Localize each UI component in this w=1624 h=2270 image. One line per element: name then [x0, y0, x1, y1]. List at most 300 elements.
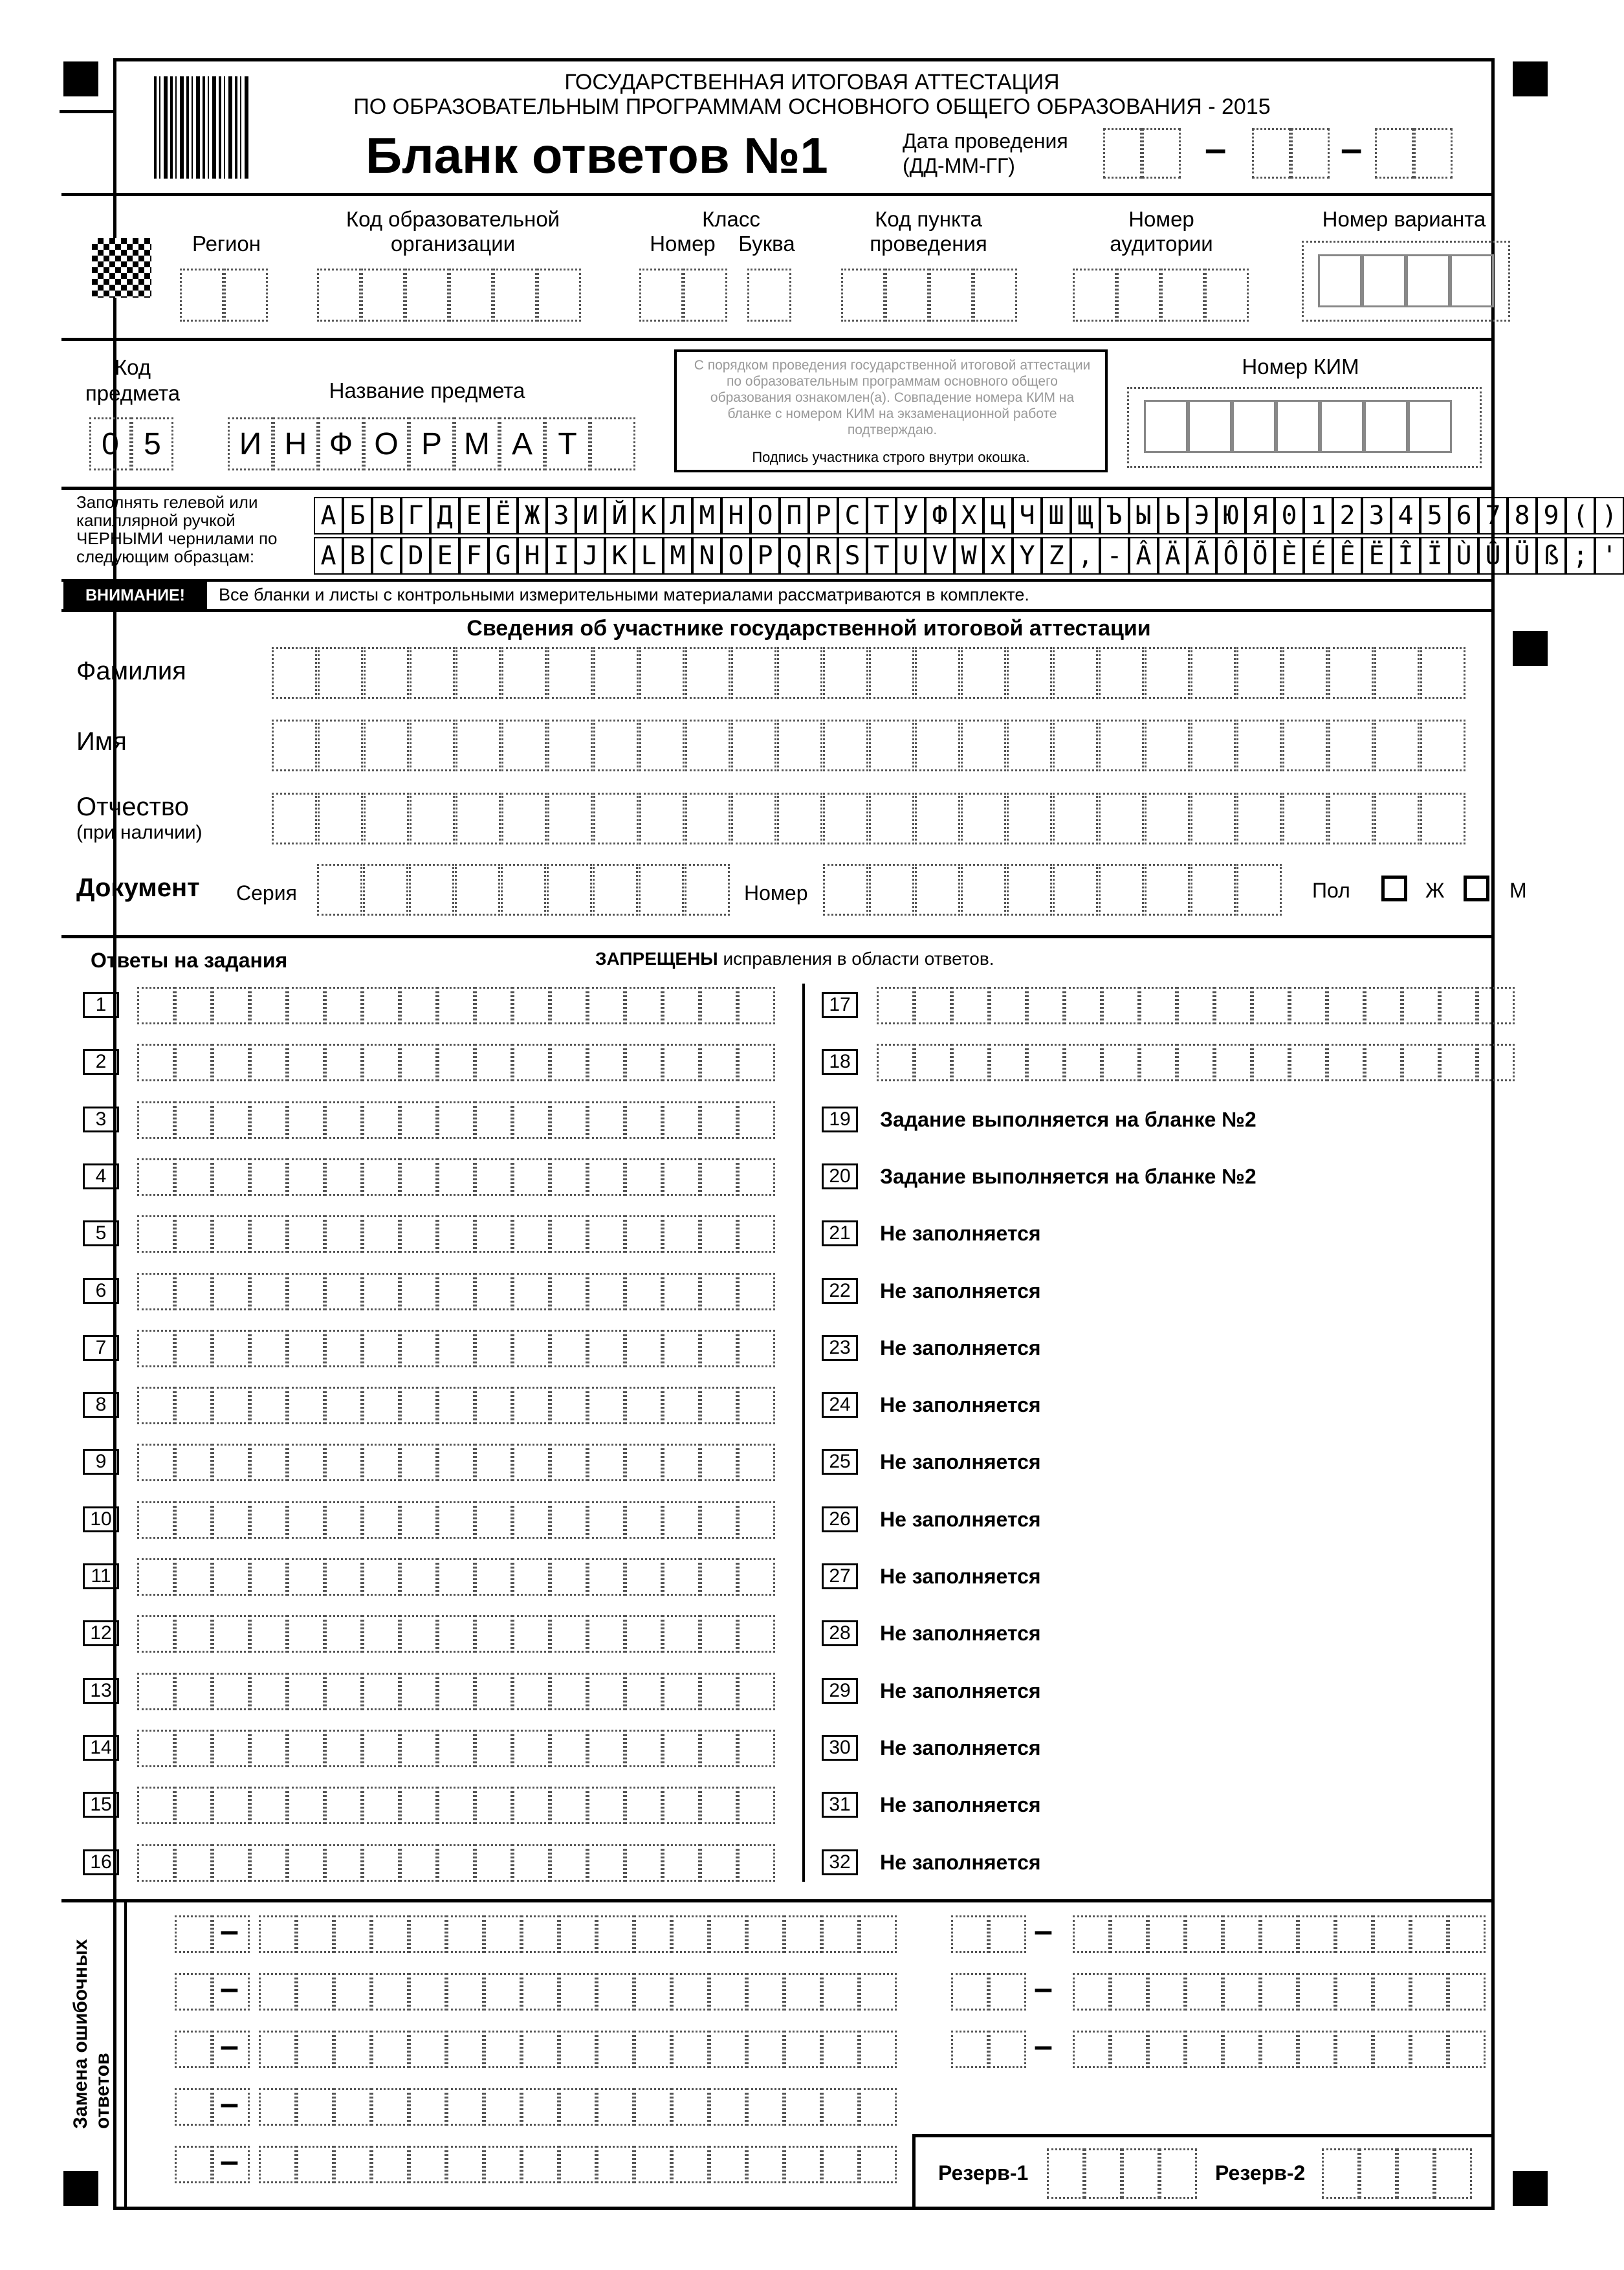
input-cell[interactable]	[663, 1387, 700, 1424]
input-cell[interactable]	[437, 1101, 475, 1139]
input-cell[interactable]	[521, 2031, 559, 2068]
input-cell[interactable]	[400, 1101, 437, 1139]
input-cell[interactable]	[587, 1615, 625, 1653]
input-cell[interactable]	[212, 1787, 250, 1824]
input-cell[interactable]	[625, 1730, 663, 1767]
input-cell[interactable]	[371, 2088, 409, 2126]
answer-boxes[interactable]	[137, 1387, 775, 1424]
input-cell[interactable]	[747, 2146, 784, 2183]
input-cell[interactable]	[731, 647, 776, 699]
input-cell[interactable]	[512, 987, 550, 1024]
input-cell[interactable]	[259, 1973, 296, 2011]
input-cell[interactable]	[446, 1973, 484, 2011]
input-cell[interactable]	[512, 1673, 550, 1710]
input-cell[interactable]	[822, 2088, 859, 2126]
class-letter-box[interactable]	[747, 269, 791, 322]
reserve-2-boxes[interactable]	[1322, 2148, 1472, 2199]
input-cell[interactable]	[593, 647, 639, 699]
input-cell[interactable]	[250, 1730, 287, 1767]
input-cell[interactable]	[1139, 987, 1177, 1024]
input-cell[interactable]	[550, 1330, 587, 1367]
input-cell[interactable]	[700, 1730, 738, 1767]
input-cell[interactable]	[663, 1615, 700, 1653]
input-cell[interactable]	[663, 1501, 700, 1539]
input-cell[interactable]	[1073, 2031, 1110, 2068]
input-cell[interactable]	[1260, 1915, 1298, 1953]
input-cell[interactable]	[625, 1044, 663, 1081]
input-cell[interactable]	[287, 1501, 325, 1539]
input-cell[interactable]	[400, 1558, 437, 1596]
input-cell[interactable]	[550, 1558, 587, 1596]
input-cell[interactable]	[137, 1158, 175, 1196]
input-cell[interactable]	[989, 1915, 1026, 1953]
input-cell[interactable]	[859, 2146, 897, 2183]
input-cell[interactable]	[512, 1558, 550, 1596]
replace-answer-boxes[interactable]	[259, 1915, 897, 1953]
input-cell[interactable]	[700, 1215, 738, 1253]
input-cell[interactable]	[287, 1044, 325, 1081]
input-cell[interactable]	[587, 1844, 625, 1882]
input-cell[interactable]	[859, 1973, 897, 2011]
input-cell[interactable]	[961, 720, 1006, 771]
input-cell[interactable]	[822, 1915, 859, 1953]
input-cell[interactable]	[409, 2146, 446, 2183]
input-cell[interactable]	[175, 1273, 212, 1310]
input-cell[interactable]	[446, 1915, 484, 1953]
input-cell[interactable]	[593, 864, 638, 916]
input-cell[interactable]	[663, 1044, 700, 1081]
input-cell[interactable]	[363, 864, 408, 916]
input-cell[interactable]	[700, 1673, 738, 1710]
replace-task-number-boxes[interactable]	[951, 1915, 1026, 1953]
input-cell[interactable]	[1327, 1044, 1365, 1081]
input-cell[interactable]	[738, 987, 775, 1024]
input-cell[interactable]	[1420, 720, 1465, 771]
input-cell[interactable]	[446, 2031, 484, 2068]
document-series-boxes[interactable]	[317, 864, 730, 916]
input-cell[interactable]	[1007, 720, 1052, 771]
input-cell[interactable]	[1191, 793, 1236, 844]
input-cell[interactable]	[1260, 1973, 1298, 2011]
input-cell[interactable]	[951, 1973, 989, 2011]
input-cell[interactable]	[287, 1615, 325, 1653]
input-cell[interactable]	[587, 1444, 625, 1481]
answer-boxes[interactable]	[137, 1615, 775, 1653]
input-cell[interactable]	[287, 1844, 325, 1882]
input-cell[interactable]	[777, 647, 822, 699]
input-cell[interactable]	[731, 720, 776, 771]
input-cell[interactable]	[550, 1615, 587, 1653]
input-cell[interactable]	[250, 1558, 287, 1596]
input-cell[interactable]	[512, 1730, 550, 1767]
input-cell[interactable]	[410, 720, 455, 771]
input-cell[interactable]	[400, 1215, 437, 1253]
input-cell[interactable]	[409, 2031, 446, 2068]
input-cell[interactable]	[738, 1844, 775, 1882]
input-cell[interactable]	[550, 1787, 587, 1824]
input-cell[interactable]	[409, 1973, 446, 2011]
input-cell[interactable]	[475, 1444, 512, 1481]
input-cell[interactable]	[287, 1387, 325, 1424]
input-cell[interactable]	[455, 647, 501, 699]
input-cell[interactable]	[400, 1273, 437, 1310]
replace-answer-boxes[interactable]	[259, 1973, 897, 2011]
input-cell[interactable]	[685, 864, 730, 916]
input-cell[interactable]	[521, 2088, 559, 2126]
input-cell[interactable]	[663, 1158, 700, 1196]
input-cell[interactable]	[400, 1615, 437, 1653]
input-cell[interactable]	[325, 1787, 362, 1824]
input-cell[interactable]	[512, 1273, 550, 1310]
input-cell[interactable]	[587, 1673, 625, 1710]
input-cell[interactable]	[663, 1101, 700, 1139]
input-cell[interactable]	[550, 1044, 587, 1081]
input-cell[interactable]	[625, 1387, 663, 1424]
input-cell[interactable]	[663, 1558, 700, 1596]
input-cell[interactable]	[137, 1330, 175, 1367]
input-cell[interactable]	[475, 1673, 512, 1710]
replace-task-number-boxes[interactable]	[951, 2031, 1026, 2068]
input-cell[interactable]	[250, 1444, 287, 1481]
input-cell[interactable]	[1298, 2031, 1335, 2068]
input-cell[interactable]	[1053, 864, 1098, 916]
answer-boxes[interactable]	[137, 1101, 775, 1139]
input-cell[interactable]	[914, 987, 952, 1024]
input-cell[interactable]	[1191, 720, 1236, 771]
input-cell[interactable]	[1282, 647, 1328, 699]
input-cell[interactable]	[137, 1730, 175, 1767]
input-cell[interactable]	[212, 1158, 250, 1196]
input-cell[interactable]	[400, 1444, 437, 1481]
input-cell[interactable]	[475, 1330, 512, 1367]
input-cell[interactable]	[915, 793, 960, 844]
input-cell[interactable]	[287, 987, 325, 1024]
input-cell[interactable]	[700, 1844, 738, 1882]
input-cell[interactable]	[175, 1330, 212, 1367]
input-cell[interactable]	[371, 2031, 409, 2068]
input-cell[interactable]	[446, 2088, 484, 2126]
input-cell[interactable]	[175, 2088, 212, 2126]
input-cell[interactable]	[287, 1444, 325, 1481]
input-cell[interactable]	[1110, 1915, 1148, 1953]
input-cell[interactable]	[1373, 2031, 1410, 2068]
input-cell[interactable]	[709, 2088, 747, 2126]
input-cell[interactable]	[501, 864, 546, 916]
input-cell[interactable]	[250, 1787, 287, 1824]
input-cell[interactable]	[1236, 647, 1282, 699]
input-cell[interactable]	[437, 1330, 475, 1367]
input-cell[interactable]	[700, 1787, 738, 1824]
input-cell[interactable]	[175, 1044, 212, 1081]
input-cell[interactable]	[1185, 2031, 1223, 2068]
input-cell[interactable]	[587, 1730, 625, 1767]
input-cell[interactable]	[1440, 987, 1477, 1024]
input-cell[interactable]	[738, 1387, 775, 1424]
input-cell[interactable]	[1073, 1915, 1110, 1953]
input-cell[interactable]	[625, 1673, 663, 1710]
input-cell[interactable]	[672, 1915, 709, 1953]
input-cell[interactable]	[250, 1387, 287, 1424]
input-cell[interactable]	[400, 1044, 437, 1081]
input-cell[interactable]	[547, 864, 592, 916]
input-cell[interactable]	[587, 1501, 625, 1539]
region-boxes[interactable]	[180, 269, 268, 322]
input-cell[interactable]	[663, 1215, 700, 1253]
input-cell[interactable]	[362, 1387, 400, 1424]
input-cell[interactable]	[175, 1973, 212, 2011]
input-cell[interactable]	[475, 1215, 512, 1253]
input-cell[interactable]	[317, 864, 362, 916]
input-cell[interactable]	[663, 1330, 700, 1367]
input-cell[interactable]	[738, 1330, 775, 1367]
input-cell[interactable]	[175, 2146, 212, 2183]
input-cell[interactable]	[587, 1101, 625, 1139]
input-cell[interactable]	[784, 1973, 822, 2011]
input-cell[interactable]	[371, 1915, 409, 1953]
input-cell[interactable]	[547, 793, 593, 844]
input-cell[interactable]	[1223, 1973, 1260, 2011]
input-cell[interactable]	[625, 1101, 663, 1139]
input-cell[interactable]	[1252, 1044, 1289, 1081]
input-cell[interactable]	[175, 1158, 212, 1196]
input-cell[interactable]	[455, 720, 501, 771]
input-cell[interactable]	[634, 2088, 672, 2126]
input-cell[interactable]	[1145, 864, 1190, 916]
input-cell[interactable]	[437, 1730, 475, 1767]
input-cell[interactable]	[501, 647, 547, 699]
input-cell[interactable]	[175, 1558, 212, 1596]
input-cell[interactable]	[1289, 987, 1327, 1024]
input-cell[interactable]	[634, 1915, 672, 1953]
input-cell[interactable]	[512, 1330, 550, 1367]
input-cell[interactable]	[325, 1730, 362, 1767]
input-cell[interactable]	[501, 793, 547, 844]
input-cell[interactable]	[597, 2088, 634, 2126]
input-cell[interactable]	[1214, 1044, 1252, 1081]
replace-task-number-boxes[interactable]	[951, 1973, 1026, 2011]
input-cell[interactable]	[272, 647, 317, 699]
input-cell[interactable]	[1223, 2031, 1260, 2068]
input-cell[interactable]	[663, 1730, 700, 1767]
input-cell[interactable]	[400, 1158, 437, 1196]
input-cell[interactable]	[700, 1501, 738, 1539]
input-cell[interactable]	[593, 720, 639, 771]
org-code-boxes[interactable]	[317, 269, 581, 322]
input-cell[interactable]	[212, 1101, 250, 1139]
answer-boxes[interactable]	[137, 987, 775, 1024]
input-cell[interactable]	[521, 1915, 559, 1953]
input-cell[interactable]	[212, 1501, 250, 1539]
replace-answer-boxes[interactable]	[1073, 1915, 1486, 1953]
input-cell[interactable]	[914, 1044, 952, 1081]
input-cell[interactable]	[512, 1101, 550, 1139]
input-cell[interactable]	[1102, 987, 1139, 1024]
input-cell[interactable]	[1477, 1044, 1515, 1081]
input-cell[interactable]	[747, 1973, 784, 2011]
answer-boxes[interactable]	[137, 1215, 775, 1253]
input-cell[interactable]	[250, 987, 287, 1024]
input-cell[interactable]	[484, 2146, 521, 2183]
input-cell[interactable]	[512, 1615, 550, 1653]
input-cell[interactable]	[869, 864, 914, 916]
input-cell[interactable]	[1477, 987, 1515, 1024]
input-cell[interactable]	[663, 1673, 700, 1710]
answer-boxes[interactable]	[137, 1330, 775, 1367]
input-cell[interactable]	[362, 1044, 400, 1081]
replace-answer-boxes[interactable]	[1073, 2031, 1486, 2068]
input-cell[interactable]	[400, 1844, 437, 1882]
input-cell[interactable]	[455, 864, 500, 916]
input-cell[interactable]	[1374, 793, 1420, 844]
input-cell[interactable]	[550, 1730, 587, 1767]
answer-boxes[interactable]	[877, 1044, 1515, 1081]
input-cell[interactable]	[1110, 2031, 1148, 2068]
input-cell[interactable]	[709, 2146, 747, 2183]
input-cell[interactable]	[325, 1273, 362, 1310]
input-cell[interactable]	[475, 1273, 512, 1310]
answer-boxes[interactable]	[137, 1501, 775, 1539]
input-cell[interactable]	[1145, 647, 1190, 699]
input-cell[interactable]	[1110, 1973, 1148, 2011]
input-cell[interactable]	[1053, 720, 1098, 771]
input-cell[interactable]	[1328, 793, 1374, 844]
input-cell[interactable]	[823, 864, 868, 916]
answer-boxes[interactable]	[877, 987, 1515, 1024]
input-cell[interactable]	[250, 1273, 287, 1310]
input-cell[interactable]	[175, 1915, 212, 1953]
input-cell[interactable]	[1102, 1044, 1139, 1081]
input-cell[interactable]	[700, 1101, 738, 1139]
input-cell[interactable]	[550, 1158, 587, 1196]
input-cell[interactable]	[550, 1387, 587, 1424]
input-cell[interactable]	[175, 1844, 212, 1882]
input-cell[interactable]	[410, 647, 455, 699]
input-cell[interactable]	[475, 1844, 512, 1882]
input-cell[interactable]	[1064, 987, 1102, 1024]
input-cell[interactable]	[437, 1844, 475, 1882]
input-cell[interactable]	[961, 647, 1006, 699]
input-cell[interactable]	[1282, 720, 1328, 771]
input-cell[interactable]	[639, 793, 685, 844]
input-cell[interactable]	[597, 2031, 634, 2068]
input-cell[interactable]	[587, 1787, 625, 1824]
input-cell[interactable]	[877, 987, 914, 1024]
input-cell[interactable]	[700, 1615, 738, 1653]
input-cell[interactable]	[1145, 793, 1190, 844]
answer-boxes[interactable]	[137, 1673, 775, 1710]
input-cell[interactable]	[455, 793, 501, 844]
input-cell[interactable]	[738, 1101, 775, 1139]
input-cell[interactable]	[587, 1215, 625, 1253]
input-cell[interactable]	[287, 1730, 325, 1767]
input-cell[interactable]	[137, 1215, 175, 1253]
point-code-boxes[interactable]	[841, 269, 1017, 322]
input-cell[interactable]	[877, 1044, 914, 1081]
input-cell[interactable]	[1027, 987, 1064, 1024]
input-cell[interactable]	[559, 2088, 597, 2126]
input-cell[interactable]	[1260, 2031, 1298, 2068]
input-cell[interactable]	[1007, 793, 1052, 844]
input-cell[interactable]	[625, 1215, 663, 1253]
input-cell[interactable]	[1373, 1973, 1410, 2011]
answer-boxes[interactable]	[137, 1730, 775, 1767]
answer-boxes[interactable]	[137, 1444, 775, 1481]
input-cell[interactable]	[1073, 1973, 1110, 2011]
input-cell[interactable]	[747, 2088, 784, 2126]
input-cell[interactable]	[587, 1387, 625, 1424]
input-cell[interactable]	[1440, 1044, 1477, 1081]
input-cell[interactable]	[989, 1973, 1026, 2011]
input-cell[interactable]	[175, 1730, 212, 1767]
input-cell[interactable]	[672, 2088, 709, 2126]
input-cell[interactable]	[175, 1215, 212, 1253]
input-cell[interactable]	[625, 1787, 663, 1824]
subject-name-letter[interactable]	[590, 417, 635, 470]
input-cell[interactable]	[951, 1915, 989, 1953]
input-cell[interactable]	[639, 864, 684, 916]
input-cell[interactable]	[663, 1844, 700, 1882]
input-cell[interactable]	[175, 1387, 212, 1424]
input-cell[interactable]	[672, 2031, 709, 2068]
input-cell[interactable]	[325, 1044, 362, 1081]
input-cell[interactable]	[823, 720, 868, 771]
input-cell[interactable]	[747, 2031, 784, 2068]
input-cell[interactable]	[362, 1673, 400, 1710]
answer-boxes[interactable]	[137, 1787, 775, 1824]
input-cell[interactable]	[325, 1673, 362, 1710]
input-cell[interactable]	[250, 1158, 287, 1196]
date-year-boxes[interactable]	[1375, 128, 1453, 179]
input-cell[interactable]	[597, 1973, 634, 2011]
input-cell[interactable]	[597, 1915, 634, 1953]
input-cell[interactable]	[559, 1915, 597, 1953]
input-cell[interactable]	[437, 1273, 475, 1310]
input-cell[interactable]	[137, 1673, 175, 1710]
input-cell[interactable]	[362, 1844, 400, 1882]
input-cell[interactable]	[823, 793, 868, 844]
input-cell[interactable]	[1282, 793, 1328, 844]
input-cell[interactable]	[437, 1158, 475, 1196]
input-cell[interactable]	[212, 1330, 250, 1367]
input-cell[interactable]	[1099, 720, 1144, 771]
input-cell[interactable]	[587, 1273, 625, 1310]
input-cell[interactable]	[550, 1501, 587, 1539]
input-cell[interactable]	[409, 864, 454, 916]
input-cell[interactable]	[625, 1158, 663, 1196]
input-cell[interactable]	[822, 2146, 859, 2183]
input-cell[interactable]	[547, 647, 593, 699]
input-cell[interactable]	[700, 1558, 738, 1596]
input-cell[interactable]	[738, 1615, 775, 1653]
input-cell[interactable]	[625, 1330, 663, 1367]
input-cell[interactable]	[475, 1558, 512, 1596]
input-cell[interactable]	[1448, 1915, 1486, 1953]
input-cell[interactable]	[362, 1330, 400, 1367]
input-cell[interactable]	[501, 720, 547, 771]
input-cell[interactable]	[250, 1101, 287, 1139]
input-cell[interactable]	[1053, 647, 1098, 699]
input-cell[interactable]	[587, 1158, 625, 1196]
input-cell[interactable]	[334, 2088, 371, 2126]
input-cell[interactable]	[512, 1444, 550, 1481]
input-cell[interactable]	[362, 1101, 400, 1139]
input-cell[interactable]	[318, 647, 363, 699]
input-cell[interactable]	[1236, 720, 1282, 771]
input-cell[interactable]	[325, 1558, 362, 1596]
input-cell[interactable]	[287, 1158, 325, 1196]
input-cell[interactable]	[1191, 864, 1236, 916]
date-day-boxes[interactable]	[1103, 128, 1181, 179]
